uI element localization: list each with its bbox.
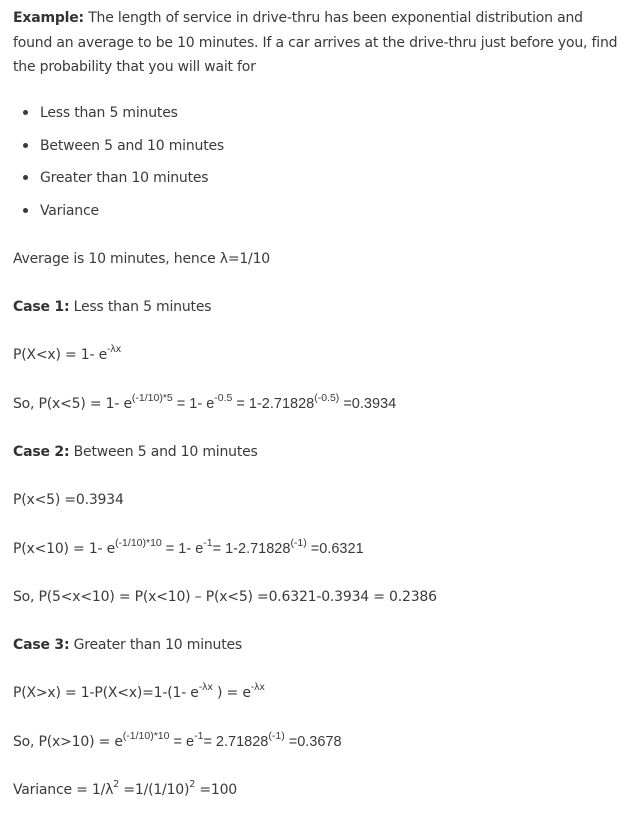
question-list <box>13 101 413 232</box>
case3-heading: Case 3: Greater than 10 minutes <box>13 637 243 653</box>
case2-result: So, P(5<x<10) = P(x<10) – P(x<5) =0.6321-0.3934 = 0.2386 <box>13 589 437 605</box>
list-item: Variance <box>13 199 413 232</box>
bullet-icon <box>23 110 28 115</box>
list-item: Between 5 and 10 minutes <box>13 134 413 167</box>
case3-calculation: So, $P(x>10) = e^{(-1/10)*10} = e^{-1}= 2.71828^{(-1)} =0.3678$ <box>13 730 342 750</box>
case2-calculation: P(x<10) = 1- $e^{(-1/10)*10} = 1-$ $e^{-1}= 1-2.71828^{(-1)} =0.6321$ <box>13 537 364 557</box>
case2-heading: Case 2: Between 5 and 10 minutes <box>13 444 258 460</box>
case1-calculation: So, P(x<5) = 1- $e^{(-1/10)*5} = 1-$ $e^{-0.5} = 1-2.71828^{(-0.5)} =0.3934$ <box>13 392 397 412</box>
variance-line: Variance = $1/\lambda^2 =1/(1/10)^2 =100$ <box>13 779 238 798</box>
case1-heading: Case 1: Less than 5 minutes <box>13 299 212 315</box>
list-item: Greater than 10 minutes <box>13 166 413 199</box>
bullet-icon <box>23 175 28 180</box>
case1-formula: P(X<x) = 1- $e^{-\lambda x}$ <box>13 344 122 363</box>
list-item: Less than 5 minutes <box>13 101 413 134</box>
article-content <box>13 0 628 815</box>
example-text: The length of service in drive-thru has been exponential distribution and found an average to be 10 minutes. If a car arrives at the drive-thru just before you, find the probability that you will wait for <box>13 10 618 75</box>
example-paragraph <box>13 6 625 80</box>
bullet-icon <box>23 208 28 213</box>
case3-formula: P(X>x) = 1-P(X<x)=1-(1- $e^{-\lambda x}$ ) = $e^{-\lambda x}$ <box>13 682 265 701</box>
average-line: Average is 10 minutes, hence λ=1/10 <box>13 251 270 267</box>
case2-line1: P(x<5) =0.3934 <box>13 492 124 508</box>
example-label: Example: <box>13 10 84 26</box>
bullet-icon <box>23 143 28 148</box>
